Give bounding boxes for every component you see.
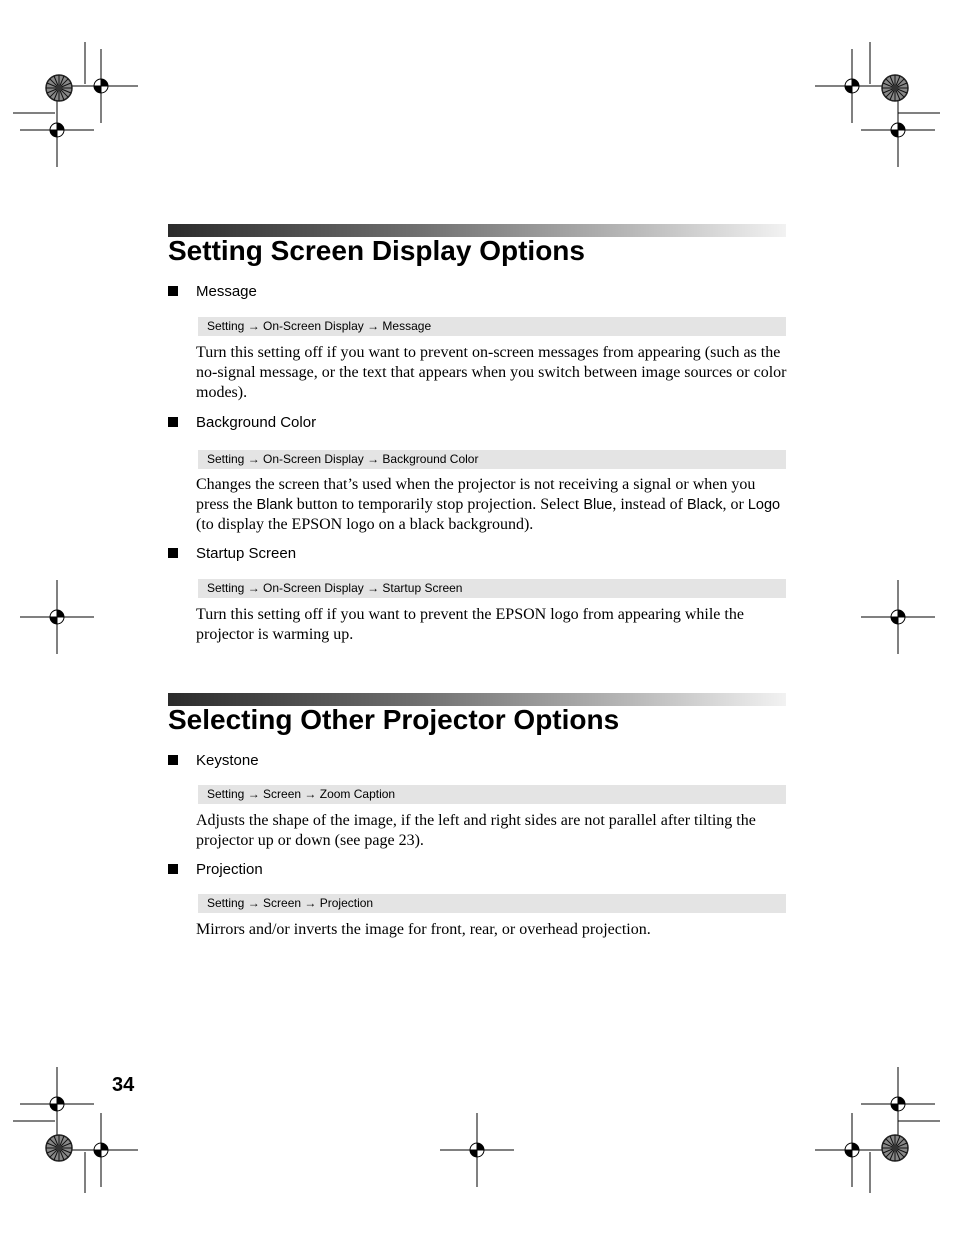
menu-path-step: Zoom Caption — [319, 787, 396, 801]
crosshair-registration-mark-icon — [64, 49, 138, 123]
option-description: Turn this setting off if you want to prevent on-screen messages from appearing (such as the no-signal message, or the text that appears when you switch between image sources or color modes). — [196, 344, 787, 401]
description-text: (to display the EPSON logo on a black background). — [196, 516, 534, 533]
menu-path-step: Message — [382, 319, 432, 333]
crosshair-registration-mark-icon — [861, 580, 935, 654]
menu-path-step: Setting — [207, 581, 245, 595]
section-heading: Setting Screen Display Options — [168, 235, 585, 266]
crosshair-registration-mark-icon — [64, 1113, 138, 1187]
option-description: Turn this setting off if you want to prevent the EPSON logo from appearing while the projector is warming up. — [196, 606, 744, 643]
arrow-separator: → — [301, 896, 320, 910]
crosshair-registration-mark-icon — [861, 1067, 935, 1141]
page-number: 34 — [112, 1074, 135, 1096]
crosshair-registration-mark-icon — [861, 93, 935, 167]
crosshair-registration-mark-icon — [20, 580, 94, 654]
menu-path-step: Startup Screen — [382, 581, 463, 595]
arrow-separator: → — [244, 896, 264, 910]
menu-path-step: Setting — [207, 319, 245, 333]
description-text: , or — [722, 496, 748, 513]
option-value-black: Black — [687, 497, 723, 513]
menu-path-step: Projection — [319, 896, 374, 910]
menu-path-step: Setting — [207, 452, 245, 466]
menu-path-step: Screen — [263, 787, 302, 801]
crosshair-registration-mark-icon — [20, 1067, 94, 1141]
description-text: button to temporarily stop projection. Select — [292, 496, 584, 513]
arrow-separator: → — [363, 319, 383, 333]
description-text: , instead of — [612, 496, 688, 513]
crosshair-registration-mark-icon — [815, 49, 889, 123]
starburst-registration-mark-icon — [46, 1135, 72, 1161]
menu-path-step: On-Screen Display — [263, 319, 364, 333]
arrow-separator: → — [244, 452, 264, 466]
starburst-registration-mark-icon — [882, 75, 908, 101]
option-value-logo: Logo — [747, 497, 781, 513]
starburst-registration-mark-icon — [882, 1135, 908, 1161]
option-description: Adjusts the shape of the image, if the left and right sides are not parallel after tilting the projector up or down (see page 23). — [196, 812, 756, 849]
option-label: Startup Screen — [196, 545, 297, 562]
crosshair-registration-mark-icon — [440, 1113, 514, 1187]
arrow-separator: → — [301, 787, 320, 801]
crosshair-registration-mark-icon — [20, 93, 94, 167]
section-heading: Selecting Other Projector Options — [168, 704, 620, 735]
arrow-separator: → — [244, 319, 264, 333]
starburst-registration-mark-icon — [46, 75, 72, 101]
arrow-separator: → — [244, 787, 264, 801]
option-label: Message — [196, 283, 257, 300]
option-value-blue: Blue — [583, 497, 613, 513]
menu-path-step: Screen — [263, 896, 302, 910]
button-name-blank: Blank — [256, 497, 293, 513]
menu-path-step: Setting — [207, 787, 245, 801]
menu-path-step: Background Color — [382, 452, 479, 466]
description-text: Changes the screen that’s used when the projector is not receiving a signal or when you press the — [196, 476, 756, 513]
option-label: Projection — [196, 861, 263, 878]
menu-path-step: On-Screen Display — [263, 581, 364, 595]
arrow-separator: → — [244, 581, 264, 595]
option-description: Mirrors and/or inverts the image for front, rear, or overhead projection. — [196, 921, 651, 938]
arrow-separator: → — [363, 452, 383, 466]
crosshair-registration-mark-icon — [815, 1113, 889, 1187]
option-label: Background Color — [196, 414, 317, 431]
menu-path-step: On-Screen Display — [263, 452, 364, 466]
arrow-separator: → — [363, 581, 383, 595]
option-label: Keystone — [196, 752, 259, 769]
menu-path-step: Setting — [207, 896, 245, 910]
